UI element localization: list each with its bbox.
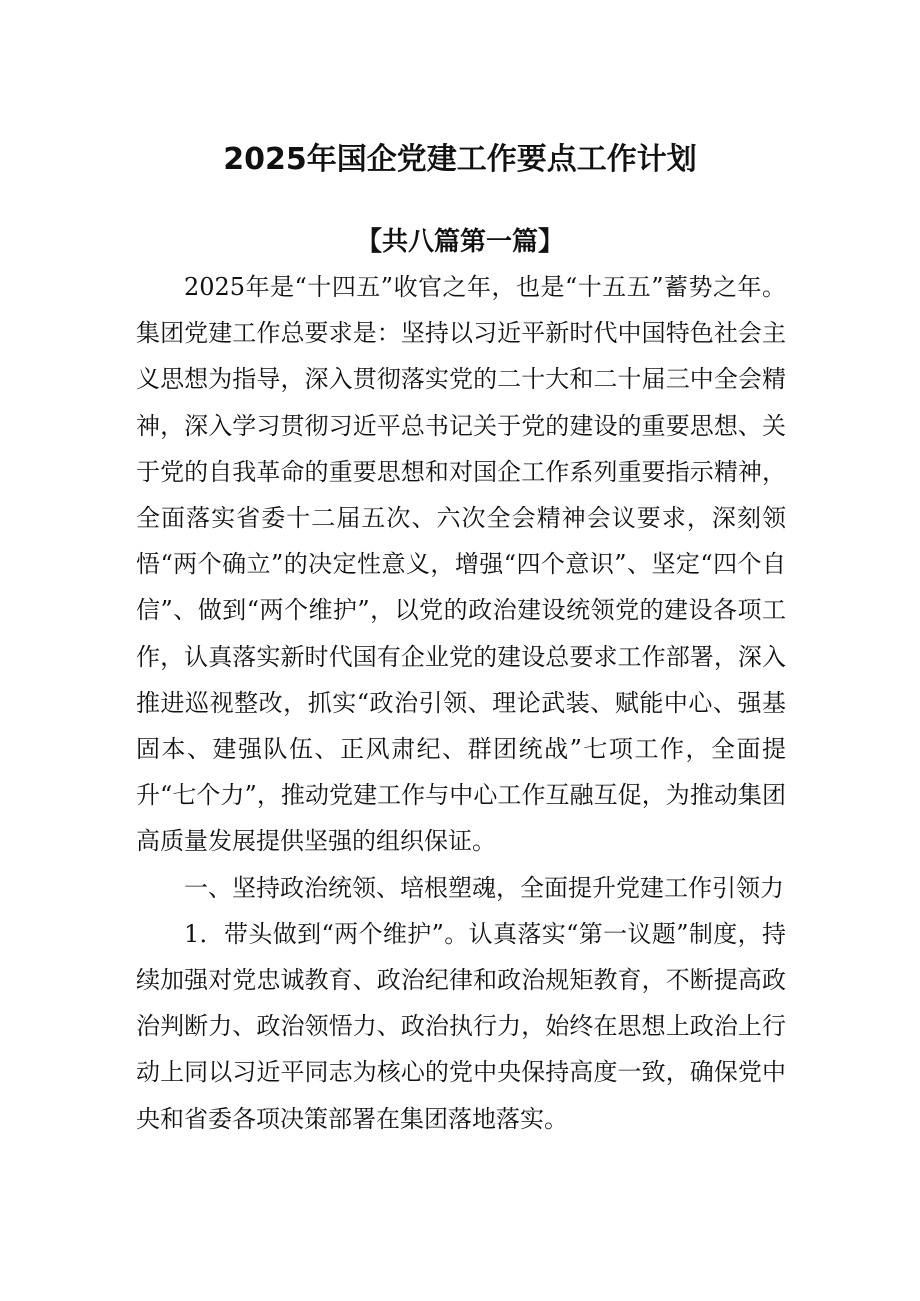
document-body [136, 264, 786, 1142]
document-title: 2025年国企党建工作要点工作计划 [223, 142, 697, 177]
section-heading-1: 一、坚持政治统领、培根塑魂，全面提升党建工作引领力 [184, 873, 784, 902]
body-paragraph-intro: 2025年是“十四五”收官之年，也是“十五五”蓄势之年。集团党建工作总要求是：坚持以习近平新时代中国特色社会主义思想为指导，深入贯彻落实党的二十大和二十届三中全会精神，深入学习贯彻习近平总书记关于党的建设的重要思想、关于党的自我革命的重要思想和对国企工作系列重要指示精神，全面落实省委十二届五次、六次全会精神会议要求，深刻领悟“两个确立”的决定性意义，增强“四个意识”、坚定“四个自信”、做到“两个维护”，以党的政治建设统领党的建设各项工作，认真落实新时代国有企业党的建设总要求工作部署，深入推进巡视整改，抓实“政治引领、理论武装、赋能中心、强基固本、建强队伍、正风肃纪、群团统战”七项工作，全面提升“七个力”，推动党建工作与中心工作互融互促，为推动集团高质量发展提供坚强的组织保证。 [136, 273, 786, 856]
body-paragraph-item-1: 1．带头做到“两个维护”。认真落实“第一议题”制度，持续加强对党忠诚教育、政治纪律和政治规矩教育，不断提高政治判断力、政治领悟力、政治执行力，始终在思想上政治上行动上同以习近平同志为核心的党中央保持高度一致，确保党中央和省委各项决策部署在集团落地落实。 [136, 919, 786, 1133]
document-subtitle: 【共八篇第一篇】 [355, 227, 564, 257]
